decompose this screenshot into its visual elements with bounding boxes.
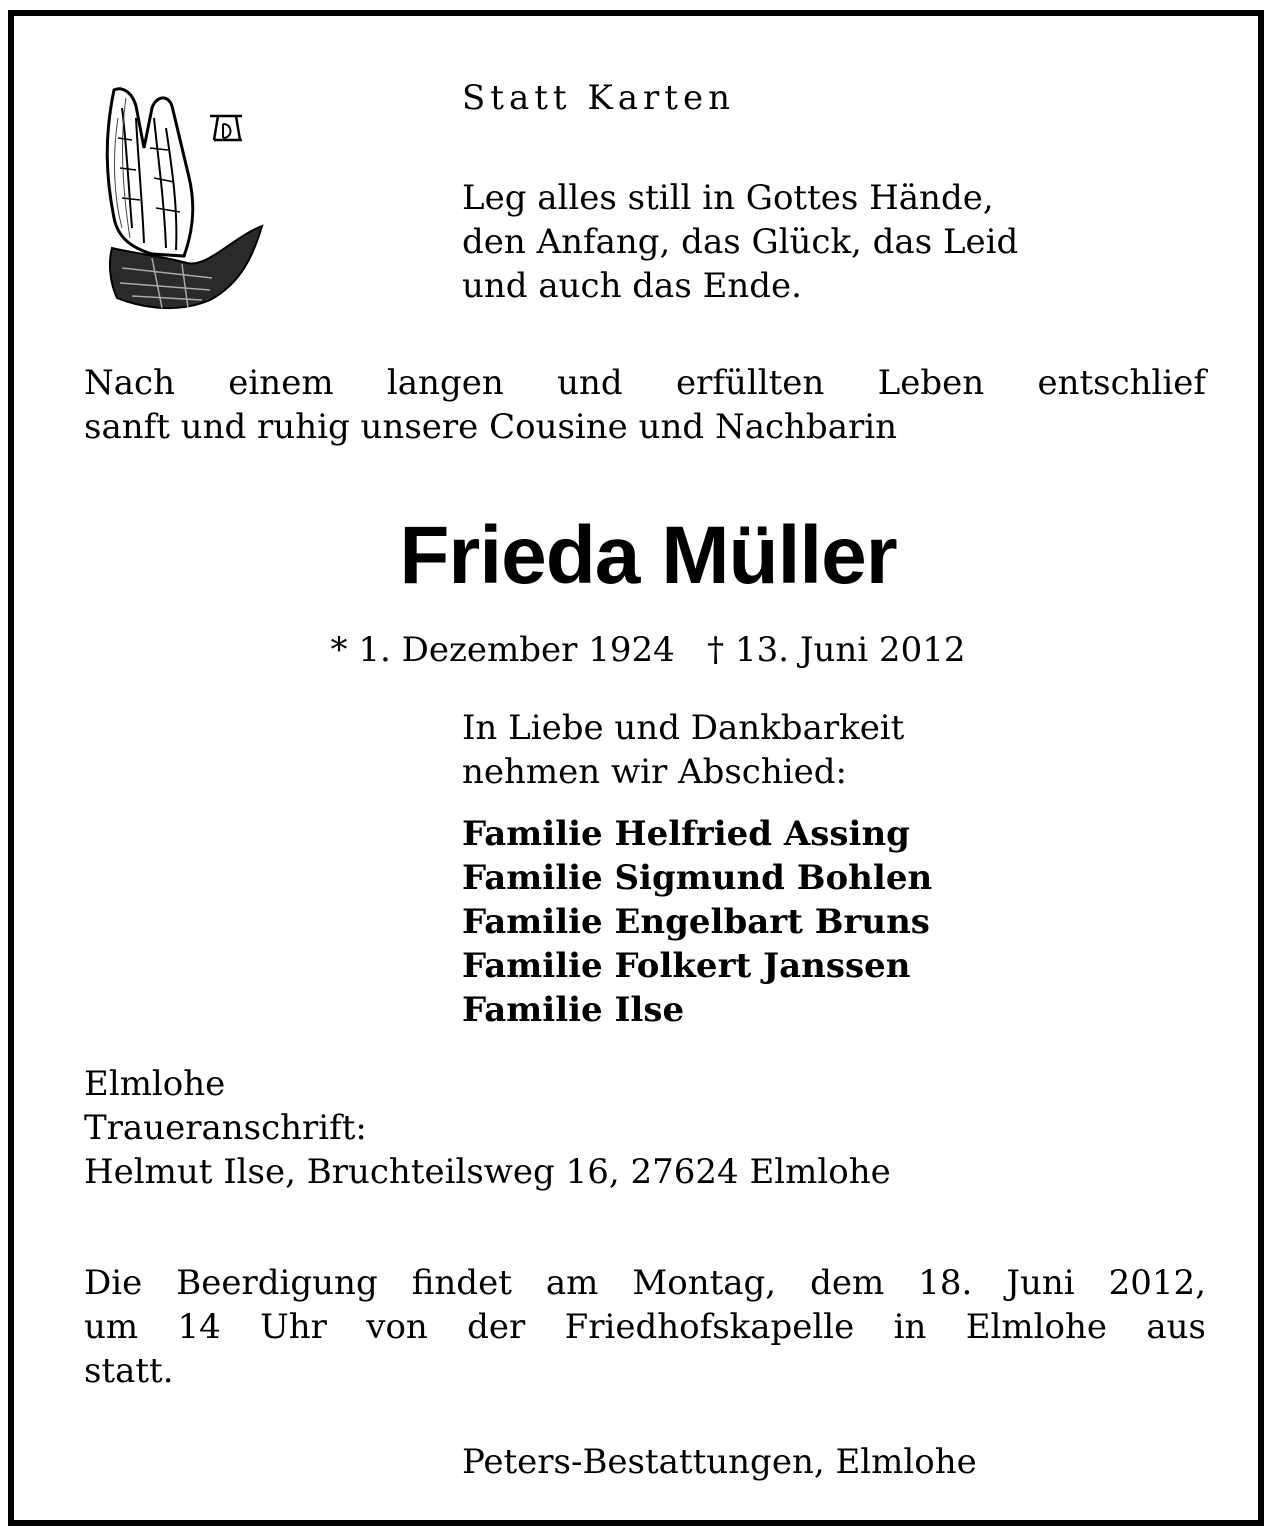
poem-line: und auch das Ende. (462, 266, 802, 306)
deceased-name: Frieda Müller (399, 510, 897, 601)
praying-hands-icon (92, 78, 272, 318)
poem-line: Leg alles still in Gottes Hände, (462, 178, 994, 218)
address-label: Traueranschrift: (84, 1108, 367, 1148)
place-name: Elmlohe (84, 1064, 226, 1104)
poem-line: den Anfang, das Glück, das Leid (462, 222, 1019, 262)
poem (462, 176, 1018, 308)
undertaker: Peters-Bestattungen, Elmlohe (462, 1442, 977, 1482)
life-dates: * 1. Dezember 1924 † 13. Juni 2012 (330, 630, 966, 670)
funeral-line: Die Beerdigung findet am Montag, dem 18. Juni 2012, (84, 1263, 1206, 1303)
address-value: Helmut Ilse, Bruchteilsweg 16, 27624 Elmlohe (84, 1152, 891, 1192)
intro-line: sanft und ruhig unsere Cousine und Nachbarin (84, 407, 897, 447)
funeral-line: statt. (84, 1351, 174, 1391)
intro-text (84, 361, 1206, 449)
statt-karten-heading: Statt Karten (462, 78, 735, 118)
funeral-line: um 14 Uhr von der Friedhofskapelle in Elmlohe aus (84, 1307, 1206, 1347)
family-name: Familie Sigmund Bohlen (462, 858, 933, 898)
family-name: Familie Folkert Janssen (462, 946, 911, 986)
family-name: Familie Engelbart Bruns (462, 902, 930, 942)
funeral-notice (84, 1261, 1206, 1393)
farewell-text (462, 706, 904, 794)
address-block (84, 1062, 891, 1194)
duerer-monogram-icon (210, 116, 242, 140)
family-name: Familie Helfried Assing (462, 814, 910, 854)
families-list (462, 812, 932, 1032)
obituary-frame (8, 10, 1264, 1526)
intro-line: Nach einem langen und erfüllten Leben entschlief (84, 363, 1206, 403)
farewell-line: nehmen wir Abschied: (462, 752, 847, 792)
farewell-line: In Liebe und Dankbarkeit (462, 708, 905, 748)
family-name: Familie Ilse (462, 990, 685, 1030)
